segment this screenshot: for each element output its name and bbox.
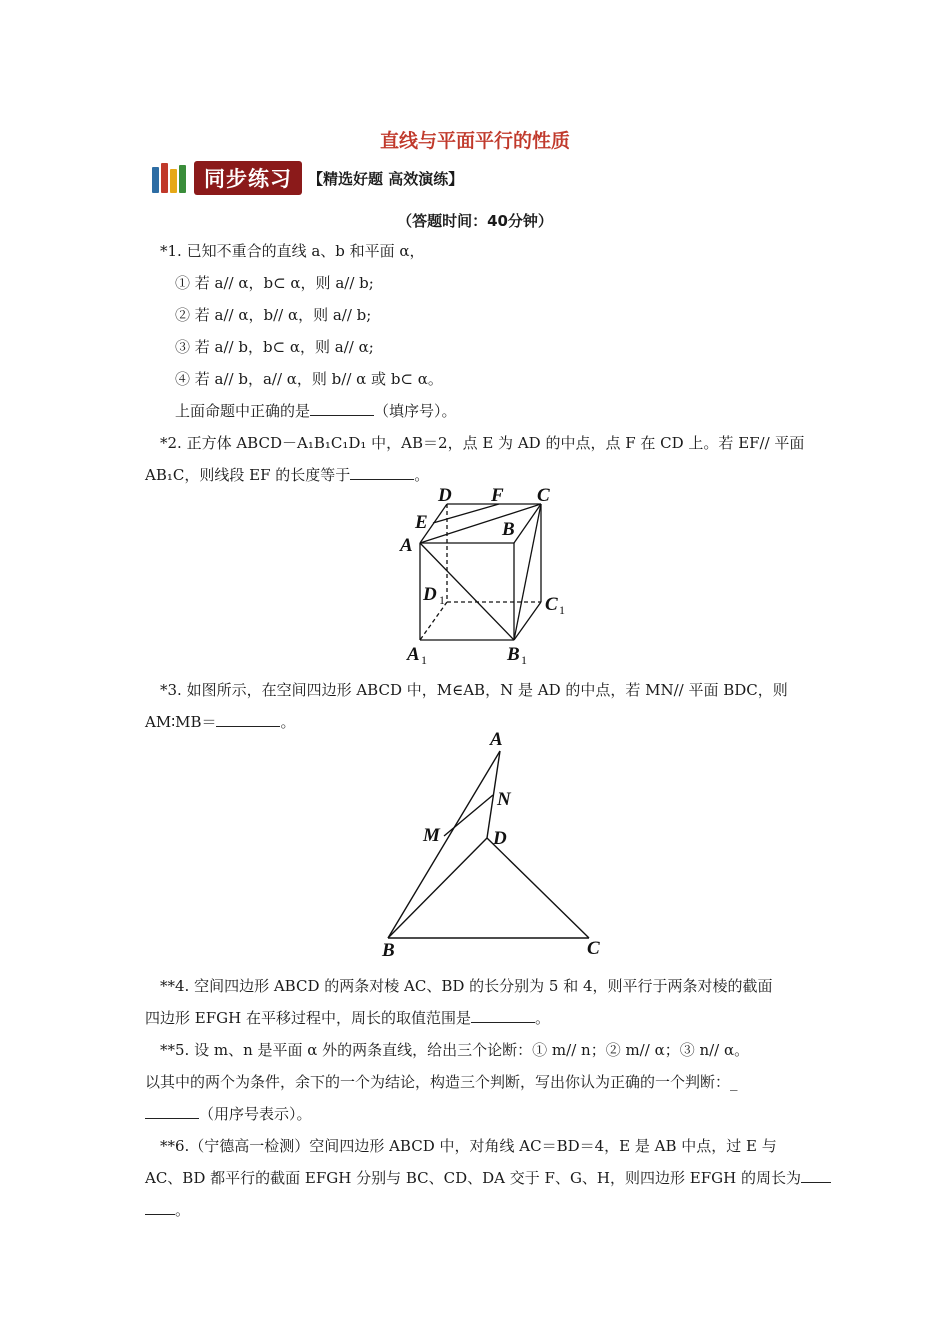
books-icon xyxy=(152,163,188,193)
label-c1-sub: 1 xyxy=(559,603,565,617)
edge-ab xyxy=(388,751,500,938)
q6-answer-blank-b[interactable] xyxy=(145,1200,175,1215)
q6-line-3 xyxy=(145,1200,190,1220)
q1-ask: 上面命题中正确的是 xyxy=(175,402,311,420)
label-a1: A xyxy=(407,644,420,665)
edge-d1a1-hidden xyxy=(420,602,447,640)
q6-line-1: **6.（宁德高一检测）空间四边形 ABCD 中，对角线 AC＝BD＝4，E 是 AB 中点，过 E 与 xyxy=(160,1137,777,1155)
label-m: M xyxy=(423,825,440,846)
q6-line-2 xyxy=(145,1168,831,1188)
q4-line-1: **4. 空间四边形 ABCD 的两条对棱 AC、BD 的长分别为 5 和 4，则平行于两条对棱的截面 xyxy=(160,977,773,995)
label-b: B xyxy=(502,519,515,540)
label-d: D xyxy=(493,828,507,849)
q2-line-1: *2. 正方体 ABCD－A₁B₁C₁D₁ 中，AB＝2，点 E 为 AD 的中点，点 F 在 CD 上。若 EF// 平面 xyxy=(160,434,805,452)
q3-tail: 。 xyxy=(280,713,296,731)
q2-line-2 xyxy=(145,465,429,485)
label-b1-sub: 1 xyxy=(521,653,527,667)
label-d1: D xyxy=(423,584,437,605)
q4-text: 四边形 EFGH 在平移过程中，周长的取值范围是 xyxy=(145,1009,471,1027)
q1-ask-line xyxy=(175,401,457,421)
label-a: A xyxy=(400,535,413,556)
section-banner xyxy=(152,162,463,194)
q1-answer-blank[interactable] xyxy=(310,401,374,416)
page-title: 直线与平面平行的性质 xyxy=(379,130,570,152)
q4-tail: 。 xyxy=(534,1009,550,1027)
label-b1: B xyxy=(507,644,520,665)
edge-bd xyxy=(388,838,487,938)
label-f: F xyxy=(491,485,504,506)
q3-text: AM∶MB＝ xyxy=(145,713,217,731)
label-d1-sub: 1 xyxy=(439,593,445,607)
label-c: C xyxy=(587,938,600,959)
label-a: A xyxy=(490,729,503,750)
q5-tail: （用序号表示）。 xyxy=(199,1105,312,1123)
label-b: B xyxy=(382,940,395,961)
q1-item-2: ② 若 a// α，b// α，则 a// b; xyxy=(175,306,372,324)
q5-line-3 xyxy=(145,1104,312,1124)
edge-dc xyxy=(487,838,589,938)
q1-stem: *1. 已知不重合的直线 a、b 和平面 α， xyxy=(160,242,425,260)
label-c: C xyxy=(537,485,550,506)
q5-answer-blank[interactable] xyxy=(145,1104,199,1119)
q3-answer-blank[interactable] xyxy=(216,712,280,727)
q2-tail: 。 xyxy=(414,466,430,484)
q1-item-3: ③ 若 a// b，b⊂ α，则 a// α; xyxy=(175,338,374,356)
label-e: E xyxy=(415,512,428,533)
tetrahedron-figure xyxy=(376,724,616,964)
label-n: N xyxy=(497,789,511,810)
q5-line-2: 以其中的两个为条件，余下的一个为结论，构造三个判断，写出你认为正确的一个判断：_ xyxy=(145,1073,738,1091)
q2-text: AB₁C，则线段 EF 的长度等于 xyxy=(145,466,351,484)
answer-duration: （答题时间：40分钟） xyxy=(397,212,553,230)
banner-subtitle: 【精选好题 高效演练】 xyxy=(308,169,464,188)
q4-line-2 xyxy=(145,1008,550,1028)
q5-line-1: **5. 设 m、n 是平面 α 外的两条直线，给出三个论断：① m// n；② m// α；③ n// α。 xyxy=(160,1041,750,1059)
q6-tail: 。 xyxy=(175,1201,191,1219)
q3-line-1: *3. 如图所示，在空间四边形 ABCD 中，M∈AB，N 是 AD 的中点，若 MN// 平面 BDC，则 xyxy=(160,681,788,699)
banner-badge: 同步练习 xyxy=(194,161,302,195)
segment-mn xyxy=(444,795,493,836)
label-d: D xyxy=(438,485,452,506)
q6-text: AC、BD 都平行的截面 EFGH 分别与 BC、CD、DA 交于 F、G、H，则四边形 EFGH 的周长为 xyxy=(145,1169,801,1187)
cube-figure xyxy=(395,480,585,670)
q1-ask-tail: （填序号）。 xyxy=(374,402,457,420)
label-a1-sub: 1 xyxy=(421,653,427,667)
label-c1: C xyxy=(545,594,558,615)
q2-answer-blank[interactable] xyxy=(350,465,414,480)
q1-item-1: ① 若 a// α，b⊂ α，则 a// b; xyxy=(175,274,374,292)
q4-answer-blank[interactable] xyxy=(471,1008,535,1023)
q3-line-2 xyxy=(145,712,296,732)
q6-answer-blank-a[interactable] xyxy=(801,1168,831,1183)
q1-item-4: ④ 若 a// b，a// α，则 b// α 或 b⊂ α。 xyxy=(175,370,443,388)
